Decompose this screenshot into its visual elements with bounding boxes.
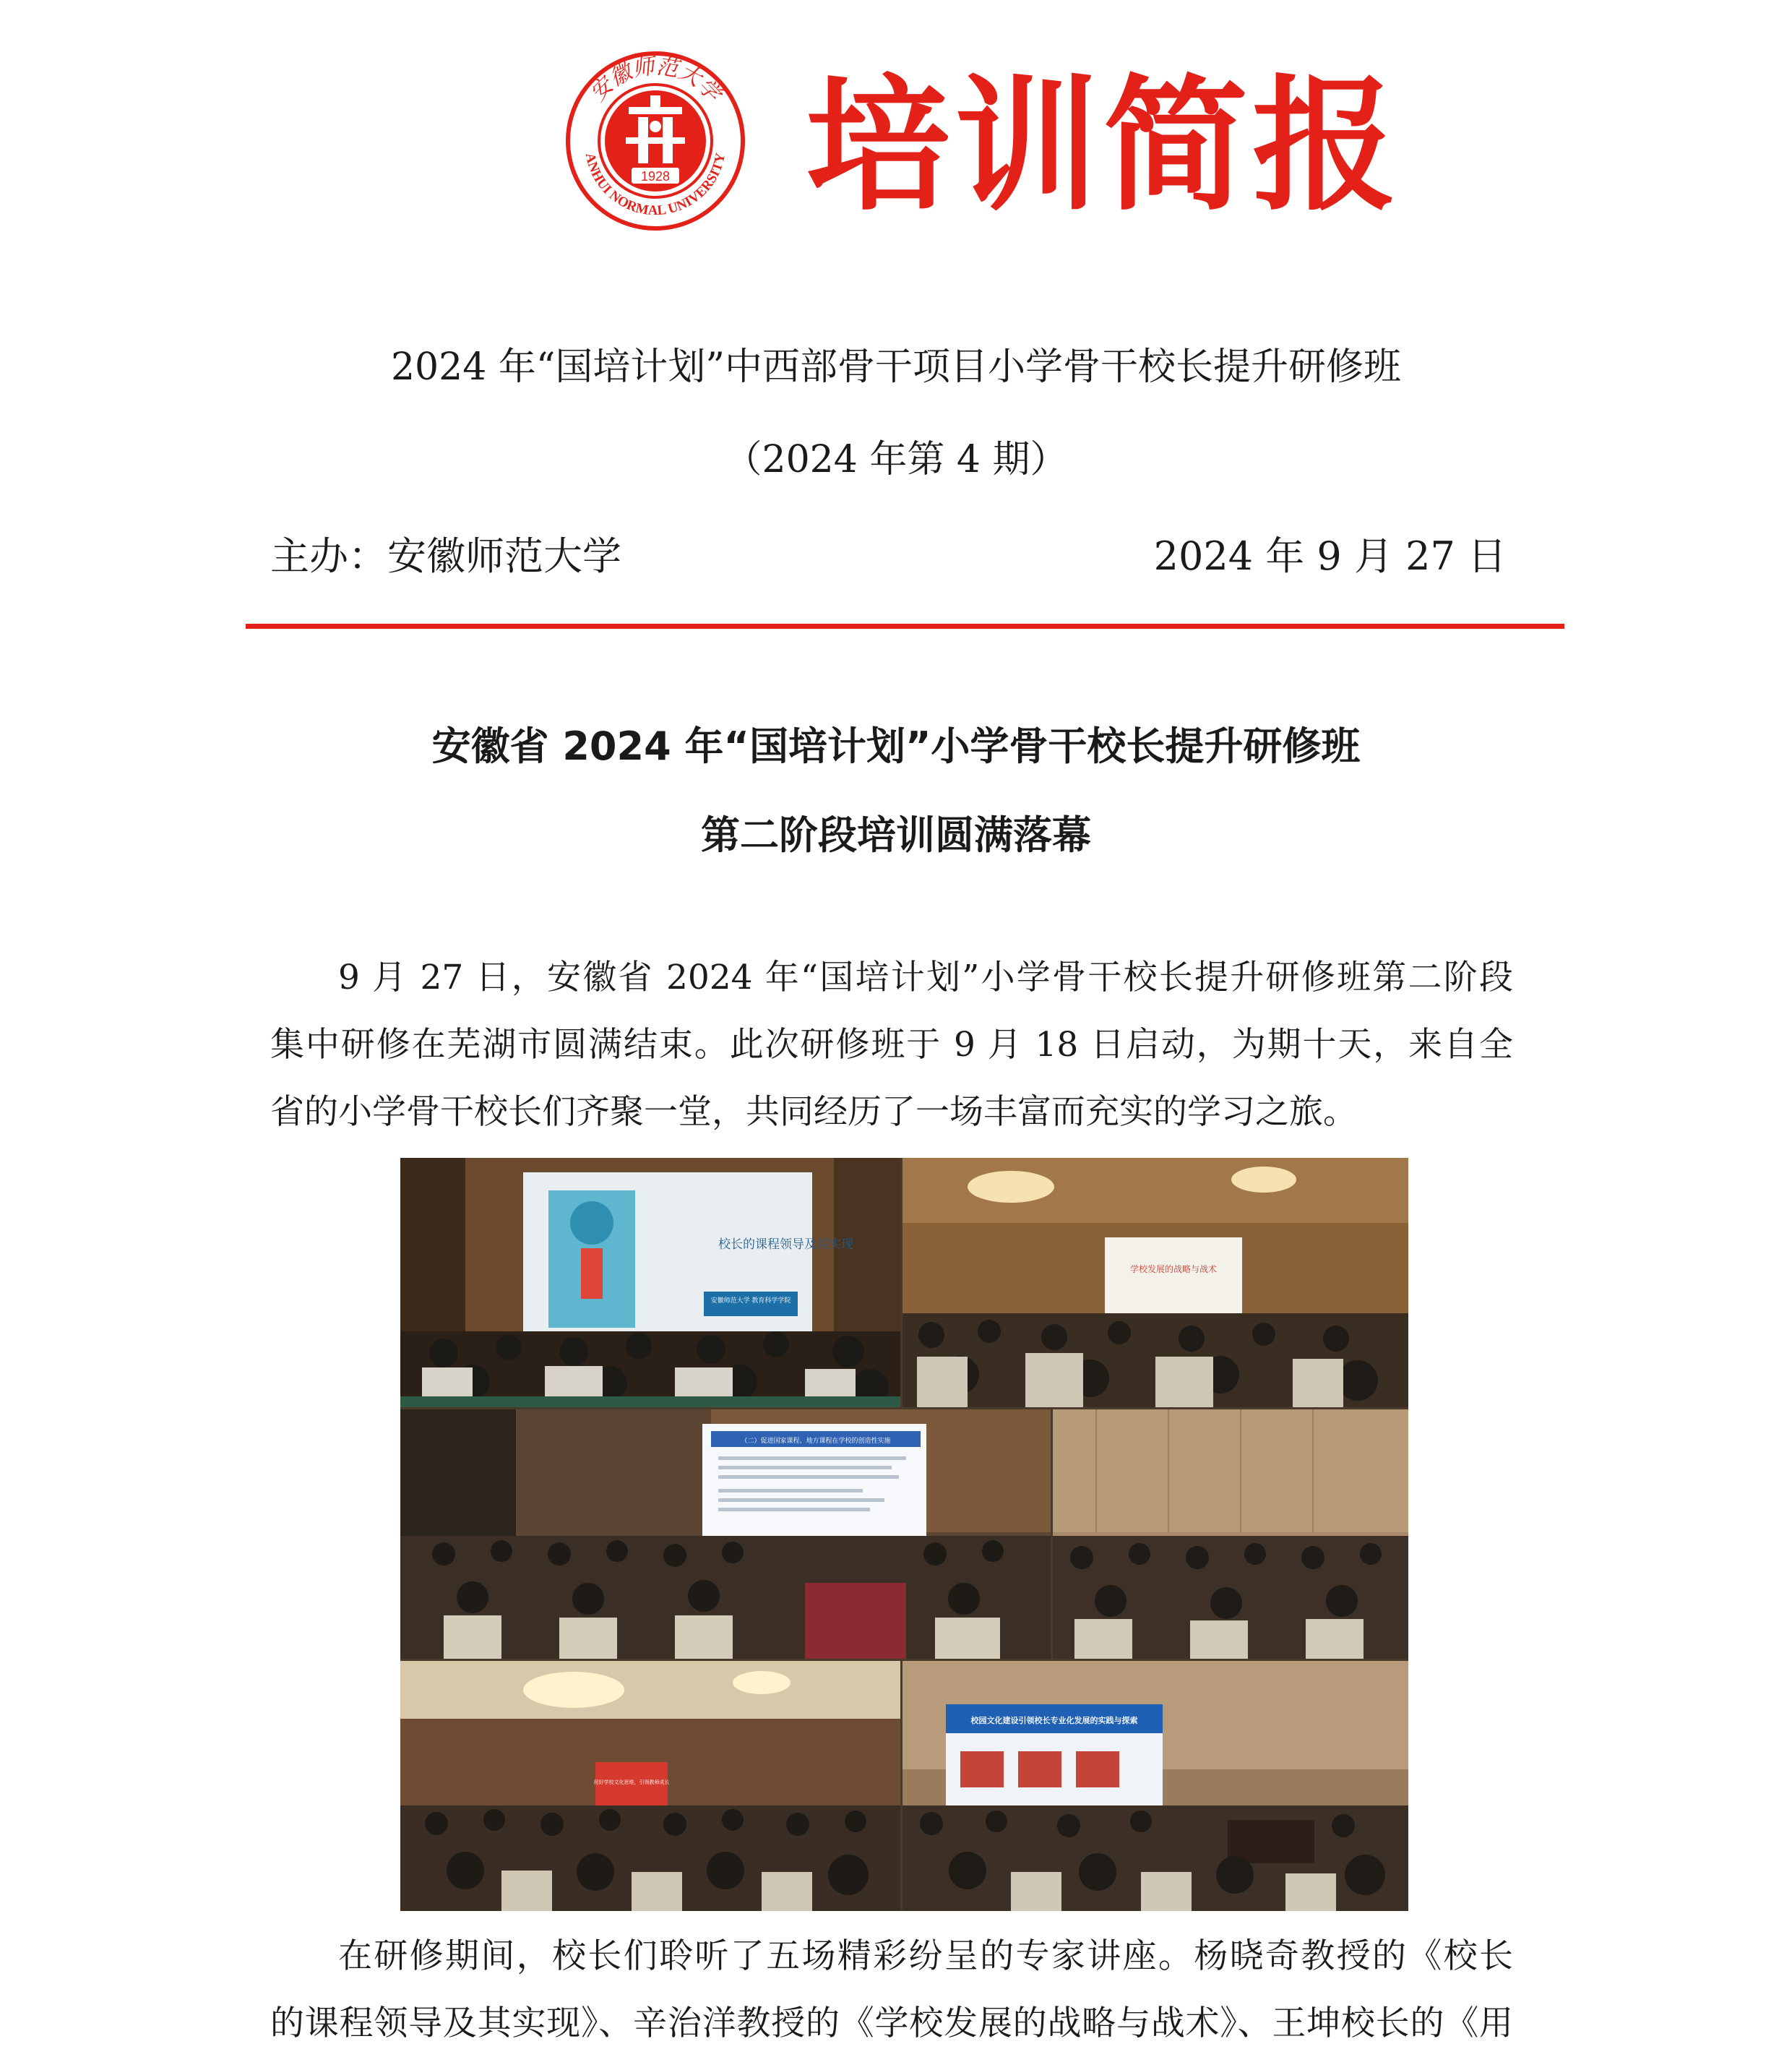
article-headline-line1: 安徽省 2024 年“国培计划”小学骨干校长提升研修班 (431, 723, 1361, 769)
slide-title: 校园文化建设引领校长专业化发展的实践与探索 (970, 1716, 1138, 1725)
slide-title: （二）促进国家课程、地方课程在学校的创造性实施 (741, 1438, 891, 1445)
article-paragraph-2 (270, 1923, 1513, 2057)
paragraph-line: 在研修期间，校长们聆听了五场精彩纷呈的专家讲座。杨晓奇教授的《校长 (338, 1936, 1513, 1976)
paragraph-line: 集中研修在芜湖市圆满结束。此次研修班于 9 月 18 日启动，为期十天，来自全 (270, 1025, 1513, 1065)
photo-lecture-3 (400, 1409, 1051, 1659)
photo-lecture-4 (1053, 1409, 1408, 1659)
masthead-title: 培训简报 (806, 62, 1402, 231)
paragraph-line: 省的小学骨干校长们齐聚一堂，共同经历了一场丰富而充实的学习之旅。 (270, 1092, 1357, 1132)
slide-title: 学校发展的战略与战术 (1129, 1264, 1218, 1274)
article-headline-line2: 第二阶段培训圆满落幕 (701, 812, 1091, 858)
photo-lecture-1 (400, 1158, 900, 1407)
photo-lecture-5 (400, 1661, 900, 1911)
program-title: 2024 年“国培计划”中西部骨干项目小学骨干校长提升研修班 (390, 345, 1402, 389)
issue-number: （2024 年第 4 期） (724, 438, 1068, 481)
university-logo (565, 51, 746, 231)
photo-collage (400, 1158, 1408, 1911)
logo-english-text: ANHUI NORMAL UNIVERSITY (582, 151, 729, 219)
photo-lecture-2 (903, 1158, 1408, 1407)
logo-arc-text: 安徽师范大学 (585, 53, 726, 107)
header-divider (246, 624, 1564, 629)
slide-footer: 安徽师范大学 教育科学学院 (710, 1297, 791, 1305)
slide-title: 校长的课程领导及其实现 (718, 1237, 853, 1252)
slide-title: 用好学校文化思维，引领教师成长 (593, 1779, 670, 1785)
paragraph-line: 的课程领导及其实现》、辛治洋教授的《学校发展的战略与战术》、王坤校长的《用 (270, 2004, 1513, 2043)
issue-date: 2024 年 9 月 27 日 (1153, 533, 1507, 579)
logo-year: 1928 (640, 169, 671, 184)
organizer: 主办：安徽师范大学 (270, 533, 621, 579)
paragraph-line: 9 月 27 日，安徽省 2024 年“国培计划”小学骨干校长提升研修班第二阶段 (338, 958, 1513, 997)
article-paragraph-1 (270, 944, 1513, 1146)
photo-lecture-6 (903, 1661, 1408, 1911)
